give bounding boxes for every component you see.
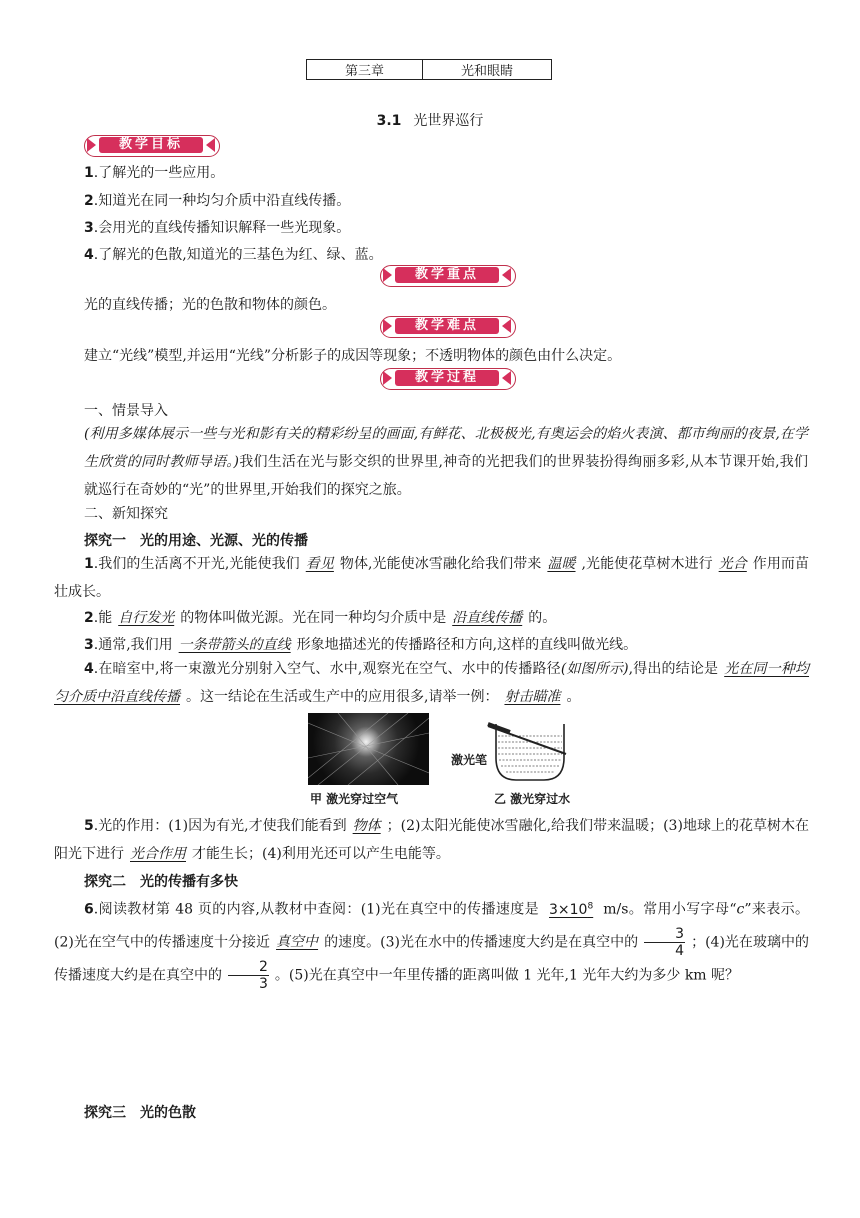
laser-beams-icon [308, 713, 429, 785]
section-title [0, 110, 860, 130]
chapter-header-table [306, 59, 552, 80]
inquiry2-heading: 探究二 光的传播有多快 [84, 874, 238, 890]
intro-paragraph [84, 420, 808, 504]
answer-blank: 自行发光 [118, 610, 175, 626]
laser-pen-label: 激光笔 [451, 753, 488, 767]
figure-caption-a: 甲 激光穿过空气 [310, 792, 399, 806]
key-points-text: 光的直线传播；光的色散和物体的颜色。 [84, 297, 336, 313]
fraction-answer-1: $\frac{3}{4}$ [638, 934, 691, 950]
fraction-answer-2: $\frac{2}{3}$ [222, 967, 275, 983]
section-number: 3.1 [376, 113, 402, 129]
chapter-number: 第三章 [307, 60, 423, 80]
process-badge-label: 教学过程 [395, 370, 499, 386]
speed-answer: $3\times 10^8$ [549, 901, 594, 918]
answer-blank: 一条带箭头的直线 [178, 637, 291, 653]
answer-blank: 光合作用 [130, 846, 186, 862]
objective-item: 2.知道光在同一种均匀介质中沿直线传播。 [84, 193, 351, 209]
difficulties-badge-label: 教学难点 [395, 318, 499, 334]
part2-heading: 二、新知探究 [84, 506, 168, 522]
question-4: 4.在暗室中,将一束激光分别射入空气、水中,观察光在空气、水中的传播路径(如图所示),得出的结论是 光在同一种均匀介质中沿直线传播 。这一结论在生活或生产中的应用很多,请举一例： 射击瞄准 。 [54, 661, 810, 705]
difficulties-text: 建立“光线”模型,并运用“光线”分析影子的成因等现象；不透明物体的颜色由什么决定。 [84, 348, 622, 364]
inquiry3-heading: 探究三 光的色散 [84, 1105, 196, 1121]
question-1: 1.我们的生活离不开光,光能使我们 看见 物体,光能使冰雪融化给我们带来 温暖 ,光能使花草树木进行 光合 作用而苗壮成长。 [54, 556, 810, 600]
objective-item: 1.了解光的一些应用。 [84, 165, 225, 181]
laser-in-air-photo [308, 713, 429, 785]
question-2: 2.能 自行发光 的物体叫做光源。光在同一种均匀介质中是 沿直线传播 的。 [84, 610, 557, 626]
question-6: 6.阅读教材第 48 页的内容,从教材中查阅：(1)光在真空中的传播速度是 $3\times 10^8$ m/s。常用小写字母“c”来表示。(2)光在空气中的传播速度十分接近 真空中 的速度。(3)光在水中的传播速度大约是在真空中的 $\frac{3}{4}$ ；(4)光在玻璃中的传播速度大约是在真空中的 $\frac{2}{3}$ 。(5)光在真空中一年里传播的距离叫做 1 光年,1 光年大约为多少 km 呢？ [54, 901, 809, 992]
key-points-badge-label: 教学重点 [395, 267, 499, 283]
objective-item: 4.了解光的色散,知道光的三基色为红、绿、蓝。 [84, 247, 383, 263]
objective-item: 3.会用光的直线传播知识解释一些光现象。 [84, 220, 351, 236]
figure-caption-b: 乙 激光穿过水 [494, 792, 571, 806]
question-3: 3.通常,我们用 一条带箭头的直线 形象地描述光的传播路径和方向,这样的直线叫做光线。 [84, 637, 638, 653]
answer-blank: 看见 [305, 556, 334, 572]
answer-blank: 射击瞄准 [504, 689, 561, 705]
part1-heading: 一、情景导入 [84, 403, 168, 419]
answer-blank: 沿直线传播 [452, 610, 523, 626]
intro-italic: (利用多媒体展示一些与光和影有关的精彩纷呈的画面,有鲜花、北极极光,有奥运会的焰火表演、都市绚丽的夜景,在学生欣赏的同时教师导语。) [84, 426, 808, 470]
intro-rest: 我们生活在光与影交织的世界里,神奇的光把我们的世界装扮得绚丽多彩,从本节课开始,我们就巡行在奇妙的“光”的世界里,开始我们的探究之旅。 [84, 454, 808, 498]
answer-blank: 物体 [352, 818, 381, 834]
answer-blank: 光合 [718, 556, 747, 572]
section-name: 光世界巡行 [413, 113, 484, 129]
inquiry1-heading: 探究一 光的用途、光源、光的传播 [84, 533, 308, 549]
answer-blank: 光在同一种均匀介质中沿直线传播 [54, 661, 810, 705]
question-5: 5.光的作用：(1)因为有光,才使我们能看到 物体 ；(2)太阳光能使冰雪融化,给我们带来温暖；(3)地球上的花草树木在阳光下进行 光合作用 才能生长；(4)利用光还可以产生电能等。 [54, 818, 810, 862]
answer-blank: 温暖 [547, 556, 576, 572]
chapter-title: 光和眼睛 [423, 60, 552, 80]
answer-blank: 真空中 [276, 934, 319, 951]
objectives-badge-label: 教学目标 [99, 137, 203, 153]
